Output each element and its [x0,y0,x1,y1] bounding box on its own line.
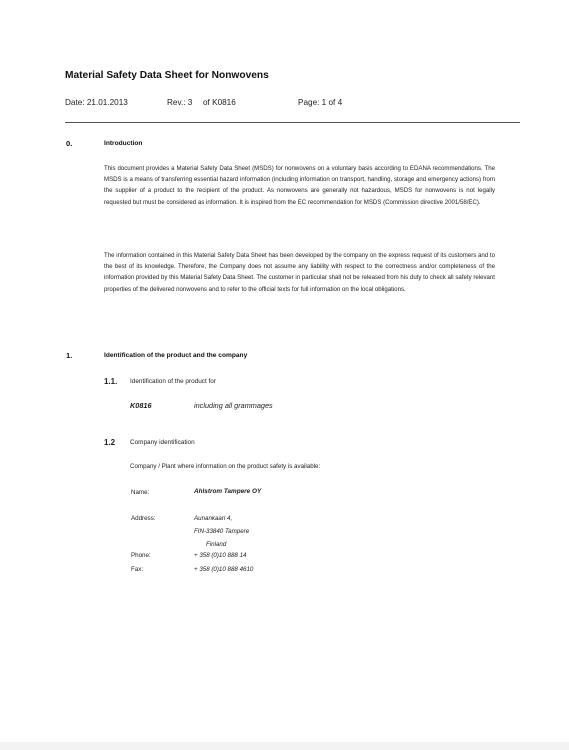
subsection-1-1-number: 1.1. [104,377,118,386]
document-date: Date: 21.01.2013 [65,98,128,107]
company-address-line-1: Aunankaari 4, [194,515,233,522]
document-revision: Rev.: 3 [167,98,193,107]
page-bottom-edge [0,742,569,750]
document-product-ref: of K0816 [203,98,236,107]
intro-paragraph-1: This document provides a Material Safety Data Sheet (MSDS) for nonwovens on a voluntary basis according to EDANA recommendations. The MSDS is a means of transferring essential hazard information (including information on transport, handling, storage and emergency actions) from the supplier of a product to the recipient of the product. As nonwovens are generally not hazardous, MSDS for nonwovens is not legally requested but must be considered as information. It is inspired from the EC recommendation for MSDS (Commission directive 2001/58/EC). [104,165,495,206]
company-phone-value: + 358 (0)10 888 14 [194,552,247,559]
subsection-1-2-number: 1.2 [104,438,116,447]
subsection-1-1-heading: Identification of the product for [130,378,216,385]
header-divider [65,122,520,123]
company-name-value: Ahlstrom Tampere OY [194,488,262,495]
product-grammage-note: including all grammages [194,401,273,410]
company-name-label: Name: [131,489,150,496]
company-fax-label: Fax: [131,566,144,573]
company-address-line-2: FIN-33840 Tampere [194,528,250,535]
document-page-number: Page: 1 of 4 [298,98,343,107]
section-0-heading: Introduction [104,140,143,147]
document-title: Material Safety Data Sheet for Nonwovens [65,70,269,81]
company-fax-value: + 358 (0)10 888 4610 [194,566,254,573]
company-address-line-3: Finland [206,541,227,548]
section-0-number: 0. [66,139,73,148]
product-code: K0816 [130,401,152,410]
company-address-label: Address: [131,515,156,522]
subsection-1-2-heading: Company identification [130,439,195,446]
company-phone-label: Phone: [131,552,151,559]
intro-paragraph-2: The information contained in this Material Safety Data Sheet has been developed by the company on the express request of its customers and to the best of its knowledge. Therefore, the Company does not assume any liability with respect to the correctness and/or completeness of the information provided by this Material Safety Data Sheet. The customer in particular shall not be released from his duty to check all safety relevant properties of the delivered nonwovens and to refer to the official texts for full information on the local obligations. [104,252,495,293]
section-1-number: 1. [66,351,73,360]
section-1-heading: Identification of the product and the company [104,352,248,359]
company-info-intro: Company / Plant where information on the product safety is available: [130,463,321,470]
